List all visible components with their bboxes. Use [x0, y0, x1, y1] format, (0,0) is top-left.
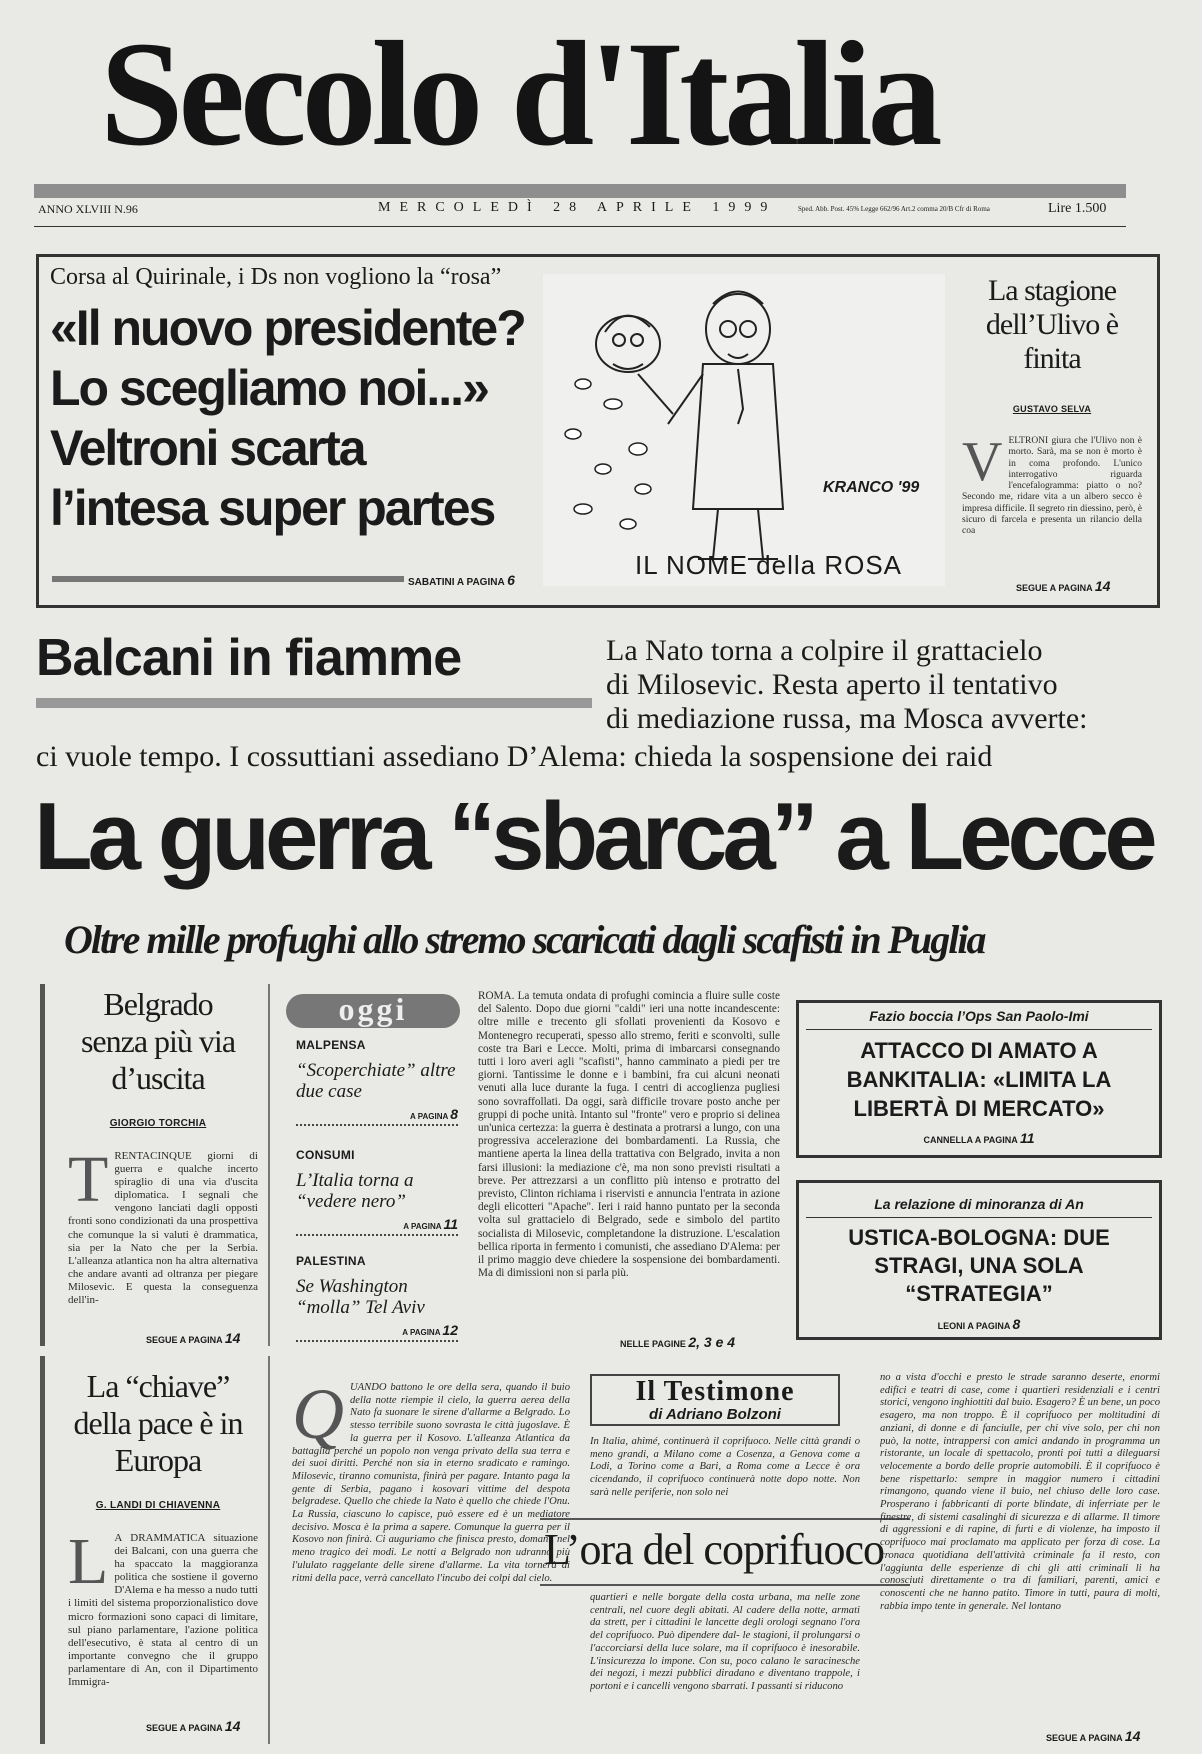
oggi-ref: A PAGINA 11: [403, 1216, 458, 1232]
summary-line: di Milosevic. Resta aperto il tentativo: [606, 668, 1058, 701]
testimone-dropcap: Q: [292, 1382, 344, 1454]
summary-line: La Nato torna a colpire il grattacielo: [606, 634, 1043, 667]
headline-line: Lo scegliamo noi...»: [50, 360, 488, 416]
testimone-byline: di Adriano Bolzoni: [649, 1406, 781, 1423]
headline-line: «Il nuovo presidente?: [50, 300, 525, 356]
belgrado-title: Belgrado senza più via d’uscita: [80, 986, 236, 1096]
postal-info: Sped. Abb. Post. 45% Legge 662/96 Art.2 comma 20/B Cfr di Roma: [798, 205, 990, 213]
chiave-text: [68, 1532, 258, 1710]
oggi-item[interactable]: [296, 1254, 458, 1342]
main-headline: La guerra “sbarca” a Lecce: [34, 783, 1153, 890]
issue-number: ANNO XLVIII N.96: [38, 202, 138, 216]
oggi-text: “Scoperchiate” altre due case: [296, 1060, 456, 1102]
chiave-author: G. LANDI DI CHIAVENNA: [95, 1500, 221, 1511]
testimone-ref: SEGUE A PAGINA 14: [1046, 1728, 1141, 1744]
editorial-dropcap: V: [962, 436, 1003, 493]
oggi-ref: A PAGINA 12: [402, 1322, 458, 1338]
ustica-headline: USTICA-BOLOGNA: DUE STRAGI, UNA SOLA “STRATEGIA”: [848, 1225, 1110, 1306]
fazio-kicker: Fazio boccia l’Ops San Paolo-Imi: [869, 1008, 1089, 1024]
balkans-label: Balcani in fiamme: [36, 629, 462, 687]
cartoon-drawing: [543, 274, 945, 586]
oggi-section: MALPENSA: [296, 1038, 366, 1052]
oggi-divider: [296, 1340, 458, 1342]
oggi-item[interactable]: [296, 1148, 458, 1236]
testimone-col1-text: UANDO battono le ore della sera, quando il buio della notte riempie il cielo, la guerra aerea della Nato fa suonare le sirene d'allarme a Belgrado. Lo stesso terribile suono sovrasta le città jugoslave. È la guerra per il Kosovo. L'alleanza Atlantica da battaglia perché un popolo non venga privato della sua terra e dei suoi diritti. Perché non sia in eterno sradicato e ramingo. Milosevic, tiranno comunista, finirà per pagare. Intanto paga la gente di Serbia, pagano i kosovari vittime del despota belgradese. Quello che chiede la Nato è quello che chiede l'Onu. La Russia, ciascuno lo capisce, può essere ed è un mediatore decisivo. Mosca è la prima a sapere. Comunque la guerra per il Kosovo non finirà. Ci auguriamo che finisca presto, domani, nel meno tragico dei modi. Le notti a Belgrado non udranno più l'ululato raggelante delle sirene d'allarme. La vita tornerà ai ritmi della pace, verrà cancellato l'incubo dei colpi dal cielo.: [292, 1382, 570, 1584]
top-story-ref: SABATINI A PAGINA 6: [408, 572, 515, 588]
chiave-ref: SEGUE A PAGINA 14: [146, 1718, 241, 1734]
masthead: Secolo d'Italia: [100, 11, 938, 177]
dateline: [38, 200, 1128, 226]
masthead-rule: [34, 184, 1126, 198]
oggi-text: L’Italia torna a “vedere nero”: [296, 1170, 414, 1212]
ustica-rule: [806, 1217, 1152, 1218]
oggi-ref: A PAGINA 8: [410, 1106, 458, 1122]
oggi-divider: [296, 1124, 458, 1126]
price: Lire 1.500: [1048, 201, 1107, 216]
chiave-title: La “chiave” della pace è in Europa: [73, 1368, 243, 1478]
cartoon-caption: IL NOME della ROSA: [635, 550, 903, 580]
headline-line: l’intesa super partes: [50, 480, 495, 536]
oggi-label: oggi: [286, 994, 460, 1028]
fazio-headline: ATTACCO DI AMATO A BANKITALIA: «LIMITA LA LIBERTÀ DI MERCATO»: [846, 1038, 1112, 1121]
oggi-item[interactable]: [296, 1038, 458, 1126]
cartoon-signature: KRANCO '99: [823, 479, 920, 496]
testimone-title: L’ora del coprifuoco: [544, 1525, 885, 1574]
testimone-col3: no a vista d'occhi e presto le strade saranno deserte, enormi edifici e teatri di case, come i quartieri residenziali e i centri storici, vengono inghiottiti dal buio. Esagero? È un bene, un poco esagero, ma non troppo. È il coprifuoco per moltitudini di anziani, di donne e di fanciulle, per chi vive solo, per chi non può, la notte, intrappersi con amici andando in programma un ristorante, un locale di spettacolo, pronti poi tutti a dileguarsi velocemente a bordo delle proprie automobili. È il coprifuoco è bene rispettarlo: sempre in maggior numero i cittadini rimangono, quando viene il buio, nel chiuso delle loro case. Prosperano i fabbricanti di porte blindate, di inferriate per le finestre, di sistemi casalinghi di sicurezza e di allarme. Il timore di aggressioni e di rapine, di furti e di violenze, ha imposto il coprifuoco mai proclamato ma applicato per forza di cose. La cronaca quotidiana dell'attività criminale fa il resto, con l'aggiunta delle esperienze di chi gli atti criminali li ha conosciuti direttamente o tra di familiari, parenti, amici e conoscenti che ne hanno patito. Timore in tutti, paura di molti, rabbia impo tente in generale. Nel lontano: [880, 1372, 1160, 1612]
top-story-rule: [52, 576, 404, 582]
testimone-col1: [292, 1382, 570, 1744]
editorial-title: La stagione dell’Ulivo è finita: [985, 274, 1119, 375]
summary-line: di mediazione russa, ma Mosca avverte:: [606, 702, 1088, 735]
editorial-text: [962, 436, 1142, 574]
chiave-body: A DRAMMATICA situazione dei Balcani, con una guerra che ha spaccato la maggioranza politica che sostiene il governo D'Alema e ha messo a nudo tutti i limiti del sistema proporzionalistico dove micro formazioni sono capaci di limitare, sul piano parlamentare, l'azione politica dell'esecutivo, è stata al centro di un importante convegno che il gruppo parlamentare di An, con il Dipartimento Immigra-: [68, 1532, 258, 1689]
main-story-text: ROMA. La temuta ondata di profughi comincia a fluire sulle coste del Salento. Dopo due giorni "caldi" ieri una notte incandescente: oltre mille e trecento gli sfollati provenienti da Kosovo e Montenegro recuperati, spesso allo stremo, feriti e sconvolti, sulle coste tra Bari e Lecce. Molti, prima di imbarcarsi consegnando tutti i loro averi agli "scafisti", hanno camminato a piedi per tre giorni. Tantissime le donne e i bambini, fra cui alcuni neonati venuti alla luce durante la fuga. I centri di accoglienza pugliesi sono sovraffollati. Da oggi, sarà difficile trovare posto anche per gruppi di poche unità. Intanto sul "fronte" vero e proprio si delinea un'unica certezza: la guerra è destinata a protrarsi a lungo, con una progressiva accelerazione dei bombardamenti. La Russia, che mantiene aperta la linea della trattativa con Belgrado, invita a non farsi illusioni: la mediazione c'è, ma non sono previsti risultati a breve. Per attrezzarsi a un conflitto più intenso e protratto del previsto, Clinton richiama i riservisti e annuncia l'entrata in azione degli elicotteri "Apache". Ieri i raid hanno puntato per la seconda volta sul grattacielo di Belgrado, sede e simbolo del partito socialista di Milosevic, completandone la distruzione. L'escalation bellica riporta in fermento i comunisti, che assediano D'Alema: per il primo maggio deve chiedere la sospensione dei bombardamenti. Ma di dimissioni non si parla più.: [478, 990, 780, 1280]
dateline-divider: [34, 226, 1126, 227]
ustica-ref: LEONI A PAGINA 8: [937, 1316, 1021, 1332]
testimone-col2b: quartieri e nelle borgate della costa urbana, ma nelle zone centrali, nel cuore degli abitati. Al cadere della notte, armati da strett, per i cittadini le lancette degli orologi segnano l'ora del coprifuoco. Può dipendere dal- le stagioni, il prolungarsi o l'accorciarsi della luce solare, ma il coprifuoco è inesorabile. L'insicurezza lo impone. Con su, poco calano le saracinesche dei negozi, i mezzi pubblici diradano e diventano trappole, i portoni e i cancelli vengono sbarrati. I passanti si riducono: [590, 1592, 860, 1692]
belgrado-dropcap: T: [68, 1150, 109, 1216]
balkans-summary-last: ci vuole tempo. I cossuttiani assediano D’Alema: chieda la sospensione dei raid: [36, 740, 993, 773]
chiave-dropcap: L: [68, 1532, 109, 1598]
issue-date: MERCOLEDÌ 28 APRILE 1999: [378, 200, 777, 215]
editorial-ref: SEGUE A PAGINA 14: [1016, 578, 1111, 594]
main-story-ref: NELLE PAGINE 2, 3 e 4: [620, 1334, 736, 1350]
belgrado-ref: SEGUE A PAGINA 14: [146, 1330, 241, 1346]
belgrado-text: [68, 1150, 258, 1316]
ustica-kicker: La relazione di minoranza di An: [874, 1196, 1084, 1212]
top-story-kicker: Corsa al Quirinale, i Ds non vogliono la “rosa”: [50, 264, 502, 290]
balkans-summary: [606, 634, 1186, 736]
fazio-ref: CANNELLA A PAGINA 11: [923, 1130, 1035, 1146]
editorial-author: GUSTAVO SELVA: [1012, 404, 1092, 414]
belgrado-author: GIORGIO TORCHIA: [109, 1118, 207, 1129]
belgrado-body: RENTACINQUE giorni di guerra e qualche incerto spiraglio di una via d'uscita diplomatica. I segnali che vengono lanciati dagli opposti fronti sono condizionati da una prospettiva che comunque la si valuti è drammatica, sia per la Nato che per la Serbia. L'alleanza atlantica non ha altra alternativa che andare avanti ad oltranza per piegare Milosevic. E questa la conseguenza dell'in-: [68, 1150, 258, 1307]
coprifuoco-rule: [540, 1518, 910, 1520]
oggi-section: CONSUMI: [296, 1148, 355, 1162]
oggi-divider: [296, 1234, 458, 1236]
oggi-text: Se Washington “molla” Tel Aviv: [296, 1276, 425, 1318]
headline-line: Veltroni scarta: [50, 420, 365, 476]
oggi-section: PALESTINA: [296, 1254, 366, 1268]
coprifuoco-rule: [540, 1584, 910, 1586]
cartoon: [543, 274, 945, 586]
fazio-rule: [806, 1029, 1152, 1030]
editorial-body: ELTRONI giura che l'Ulivo non è morto. Sarà, ma se non è morto è in coma profondo. L'unico interrogativo riguarda l'encefalogramma: piatto o no? Secondo me, ridare vita a un albero secco è impresa difficile. Il segreto rin diessino, però, è sicuro di farcela e presenta un rilancio della coa: [962, 436, 1142, 537]
testimone-label: Il Testimone: [635, 1376, 795, 1407]
testimone-col2a: In Italia, ahimé, continuerà il coprifuoco. Nelle città grandi o meno grandi, a Milano come a Cosenza, a Genova come a Lodi, a Torino come a Bari, a Roma come a Lecce è ora cicendando, il coprifuoco continuerà notte dopo notte. Non sarà nelle periferie, non solo nei: [590, 1436, 860, 1498]
top-story-headline: [50, 298, 550, 538]
balkans-rule: [36, 698, 592, 708]
main-subhead: Oltre mille profughi allo stremo scaricati dagli scafisti in Puglia: [64, 917, 985, 962]
